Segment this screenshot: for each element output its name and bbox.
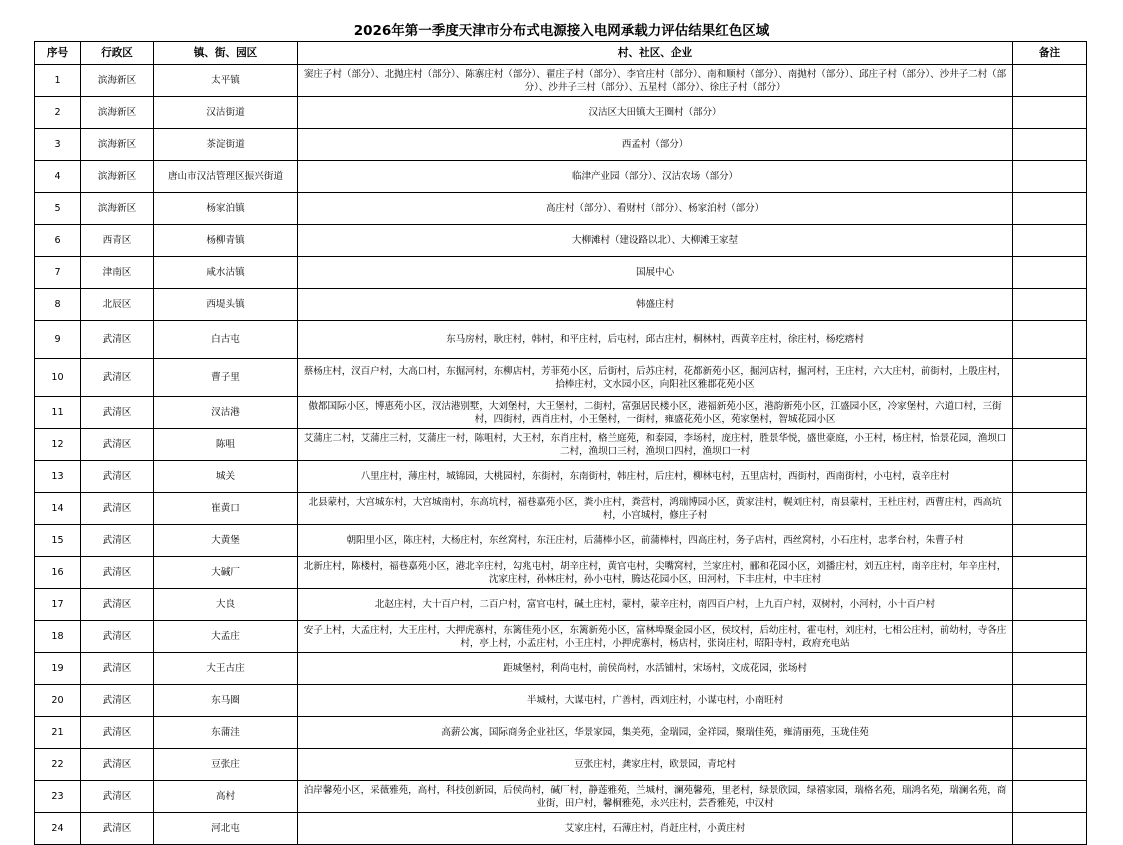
row-villages-cell: 八里庄村，薄庄村，城锦园，大桃园村，东街村，东南街村，韩庄村，后庄村，柳林屯村，五里店村，西街村，西南街村，小屯村，袁辛庄村	[298, 461, 1013, 493]
row-note-cell	[1013, 493, 1087, 525]
row-district-cell: 武清区	[81, 461, 154, 493]
row-district-cell: 武清区	[81, 321, 154, 359]
row-town-cell: 陈咀	[154, 429, 298, 461]
row-district-cell: 武清区	[81, 429, 154, 461]
row-note-cell	[1013, 813, 1087, 845]
header-district: 行政区	[81, 42, 154, 65]
row-villages-cell: 汉沽区大田镇大王圈村（部分）	[298, 97, 1013, 129]
row-villages-cell: 临津产业园（部分）、汉沽农场（部分）	[298, 161, 1013, 193]
row-district-cell: 武清区	[81, 359, 154, 397]
row-index-cell: 14	[35, 493, 81, 525]
row-district-cell: 北辰区	[81, 289, 154, 321]
document-title: 2026年第一季度天津市分布式电源接入电网承载力评估结果红色区域	[353, 23, 770, 39]
table-header-row	[35, 42, 1087, 65]
row-town-cell: 太平镇	[154, 65, 298, 97]
table-row	[35, 717, 1087, 749]
row-district-cell: 津南区	[81, 257, 154, 289]
row-district-cell: 武清区	[81, 749, 154, 781]
row-index-cell: 23	[35, 781, 81, 813]
row-note-cell	[1013, 653, 1087, 685]
row-index-cell: 17	[35, 589, 81, 621]
row-villages-cell: 窦庄子村（部分）、北抛庄村（部分）、陈寨庄村（部分）、翟庄子村（部分）、李官庄村（部分）、南和顺村（部分）、南抛村（部分）、邱庄子村（部分）、沙井子二村（部分）、沙井子三村（部分）、五星村（部分）、徐庄子村（部分）	[298, 65, 1013, 97]
row-note-cell	[1013, 225, 1087, 257]
row-town-cell: 城关	[154, 461, 298, 493]
row-district-cell: 滨海新区	[81, 129, 154, 161]
header-villages: 村、社区、企业	[298, 42, 1013, 65]
row-town-cell: 高村	[154, 781, 298, 813]
row-villages-cell: 北赵庄村，大十百户村，二百户村，富官屯村，碱土庄村，蒙村，蒙辛庄村，南四百户村，上九百户村，双树村，小河村，小十百户村	[298, 589, 1013, 621]
row-index-cell: 10	[35, 359, 81, 397]
row-district-cell: 武清区	[81, 493, 154, 525]
row-index-cell: 3	[35, 129, 81, 161]
table-row	[35, 257, 1087, 289]
row-town-cell: 西堤头镇	[154, 289, 298, 321]
row-index-cell: 6	[35, 225, 81, 257]
row-index-cell: 21	[35, 717, 81, 749]
row-town-cell: 东蒲洼	[154, 717, 298, 749]
row-town-cell: 大碱厂	[154, 557, 298, 589]
row-index-cell: 11	[35, 397, 81, 429]
row-district-cell: 武清区	[81, 557, 154, 589]
row-town-cell: 汊沽港	[154, 397, 298, 429]
row-index-cell: 1	[35, 65, 81, 97]
table-row	[35, 359, 1087, 397]
row-district-cell: 武清区	[81, 653, 154, 685]
table-row	[35, 161, 1087, 193]
row-index-cell: 4	[35, 161, 81, 193]
table-row	[35, 781, 1087, 813]
row-note-cell	[1013, 589, 1087, 621]
row-district-cell: 武清区	[81, 781, 154, 813]
row-town-cell: 河北屯	[154, 813, 298, 845]
row-town-cell: 白古屯	[154, 321, 298, 359]
row-index-cell: 18	[35, 621, 81, 653]
row-index-cell: 22	[35, 749, 81, 781]
row-note-cell	[1013, 193, 1087, 225]
row-note-cell	[1013, 97, 1087, 129]
row-note-cell	[1013, 429, 1087, 461]
row-district-cell: 滨海新区	[81, 65, 154, 97]
table-row	[35, 461, 1087, 493]
row-villages-cell: 艾蒲庄二村，艾蒲庄三村，艾蒲庄一村，陈咀村，大王村，东肖庄村，格兰庭苑，和泰园，李场村，庞庄村，胜景华悦，盛世豪庭，小王村，杨庄村，怡景花园，渔坝口二村，渔坝口三村，渔坝口四村，渔坝口一村	[298, 429, 1013, 461]
table-row	[35, 557, 1087, 589]
table-row	[35, 129, 1087, 161]
row-town-cell: 东马圈	[154, 685, 298, 717]
row-district-cell: 武清区	[81, 589, 154, 621]
row-note-cell	[1013, 129, 1087, 161]
row-town-cell: 杨柳青镇	[154, 225, 298, 257]
table-row	[35, 749, 1087, 781]
row-town-cell: 大王古庄	[154, 653, 298, 685]
row-note-cell	[1013, 289, 1087, 321]
table-row	[35, 653, 1087, 685]
row-note-cell	[1013, 397, 1087, 429]
table-row	[35, 397, 1087, 429]
row-note-cell	[1013, 781, 1087, 813]
row-town-cell: 杨家泊镇	[154, 193, 298, 225]
row-town-cell: 咸水沽镇	[154, 257, 298, 289]
row-villages-cell: 傲都国际小区，博惠苑小区，汊沽港别墅，大刘堡村，大王堡村，二街村，富强居民楼小区，港福新苑小区，港韵新苑小区，江盛园小区，冷家堡村，六道口村，三街村，四街村，西肖庄村，小王堡村，一街村，雍盛花苑小区，苑家堡村，智城花园小区	[298, 397, 1013, 429]
row-villages-cell: 蔡杨庄村，汊百户村，大高口村，东掘河村，东柳店村，芳菲苑小区，后街村，后苏庄村，花都新苑小区，掘河店村，掘河村，王庄村，六大庄村，前街村，上殷庄村，拾棒庄村，文水园小区，向阳社区雅郡花苑小区	[298, 359, 1013, 397]
row-town-cell: 唐山市汉沽管理区振兴街道	[154, 161, 298, 193]
row-index-cell: 16	[35, 557, 81, 589]
table-row	[35, 321, 1087, 359]
row-index-cell: 9	[35, 321, 81, 359]
table-row	[35, 621, 1087, 653]
row-villages-cell: 大柳滩村（建设路以北）、大柳滩王家堼	[298, 225, 1013, 257]
row-index-cell: 15	[35, 525, 81, 557]
table-row	[35, 685, 1087, 717]
row-town-cell: 大黄堡	[154, 525, 298, 557]
header-note: 备注	[1013, 42, 1087, 65]
row-villages-cell: 东马房村，耿庄村，韩村，和平庄村，后屯村，邱古庄村，桐林村，西黄辛庄村，徐庄村，杨疙瘩村	[298, 321, 1013, 359]
row-note-cell	[1013, 461, 1087, 493]
row-town-cell: 大良	[154, 589, 298, 621]
header-index: 序号	[35, 42, 81, 65]
table-row	[35, 65, 1087, 97]
row-villages-cell: 韩盛庄村	[298, 289, 1013, 321]
row-villages-cell: 北县蒙村，大宫城东村，大宫城南村，东高坑村，福巷嘉苑小区，粪小庄村，粪营村，鸿瑞博园小区，黄家洼村，幌刘庄村，南县蒙村，王杜庄村，西曹庄村，西高坑村，小宫城村，修庄子村	[298, 493, 1013, 525]
table-body	[35, 65, 1087, 845]
row-note-cell	[1013, 557, 1087, 589]
row-note-cell	[1013, 717, 1087, 749]
row-note-cell	[1013, 685, 1087, 717]
row-town-cell: 茶淀街道	[154, 129, 298, 161]
region-table	[34, 41, 1087, 845]
row-villages-cell: 豆张庄村，龚家庄村，欧景园，青坨村	[298, 749, 1013, 781]
row-index-cell: 8	[35, 289, 81, 321]
row-town-cell: 豆张庄	[154, 749, 298, 781]
row-district-cell: 滨海新区	[81, 161, 154, 193]
table-row	[35, 225, 1087, 257]
row-district-cell: 武清区	[81, 621, 154, 653]
table-row	[35, 97, 1087, 129]
row-note-cell	[1013, 257, 1087, 289]
row-district-cell: 武清区	[81, 717, 154, 749]
row-villages-cell: 泊岸馨苑小区，采薇雅苑，高村，科技创新园，后侯尚村，碱厂村，静莲雅苑，兰城村，澜苑馨苑，里老村，绿景欣园，绿禧家园，瑞格名苑，瑞鸿名苑，瑞澜名苑，商业街，田户村，馨桐雅苑，永兴庄村，芸香雅苑，中汉村	[298, 781, 1013, 813]
row-district-cell: 滨海新区	[81, 97, 154, 129]
row-town-cell: 曹子里	[154, 359, 298, 397]
row-villages-cell: 国展中心	[298, 257, 1013, 289]
row-villages-cell: 安子上村，大孟庄村，大王庄村，大押虎寨村，东篱佳苑小区，东篱新苑小区，富林埠聚金园小区，侯坟村，后幼庄村，霍屯村，刘庄村，七相公庄村，前幼村，寺各庄村，亭上村，小孟庄村，小王庄村，小押虎寨村，杨店村，张岗庄村，昭阳寺村，政府充电站	[298, 621, 1013, 653]
row-note-cell	[1013, 621, 1087, 653]
row-district-cell: 武清区	[81, 813, 154, 845]
row-note-cell	[1013, 749, 1087, 781]
row-note-cell	[1013, 525, 1087, 557]
row-index-cell: 24	[35, 813, 81, 845]
row-villages-cell: 高庄村（部分）、看财村（部分）、杨家泊村（部分）	[298, 193, 1013, 225]
row-villages-cell: 北新庄村，陈楼村，福巷嘉苑小区，港北辛庄村，勾兆屯村，胡辛庄村，黄官屯村，尖嘴窝村，兰家庄村，郦和花园小区，刘播庄村，刘五庄村，南辛庄村，年辛庄村，沈家庄村，孙林庄村，孙小屯村，腾达花园小区，田河村，下丰庄村，中丰庄村	[298, 557, 1013, 589]
row-villages-cell: 西孟村（部分）	[298, 129, 1013, 161]
row-index-cell: 20	[35, 685, 81, 717]
table-row	[35, 429, 1087, 461]
row-villages-cell: 艾家庄村，石薄庄村，肖赶庄村，小黄庄村	[298, 813, 1013, 845]
row-note-cell	[1013, 65, 1087, 97]
table-row	[35, 493, 1087, 525]
table-row	[35, 525, 1087, 557]
row-villages-cell: 半城村，大谋屯村，广善村，西刘庄村，小谋屯村，小南旺村	[298, 685, 1013, 717]
row-index-cell: 2	[35, 97, 81, 129]
row-index-cell: 5	[35, 193, 81, 225]
row-villages-cell: 距城堡村，利尚屯村，前侯尚村，水活铺村，宋场村，文成花园，张场村	[298, 653, 1013, 685]
row-index-cell: 7	[35, 257, 81, 289]
row-villages-cell: 高薪公寓，国际商务企业社区，华景家园，集美苑，金瑞园，金祥园，聚瑞佳苑，雍清丽苑，玉珑佳苑	[298, 717, 1013, 749]
row-district-cell: 武清区	[81, 525, 154, 557]
row-note-cell	[1013, 359, 1087, 397]
row-town-cell: 汉沽街道	[154, 97, 298, 129]
row-district-cell: 西青区	[81, 225, 154, 257]
row-district-cell: 滨海新区	[81, 193, 154, 225]
row-index-cell: 19	[35, 653, 81, 685]
row-index-cell: 12	[35, 429, 81, 461]
row-index-cell: 13	[35, 461, 81, 493]
table-row	[35, 813, 1087, 845]
table-row	[35, 193, 1087, 225]
row-note-cell	[1013, 321, 1087, 359]
row-town-cell: 崔黄口	[154, 493, 298, 525]
table-row	[35, 589, 1087, 621]
row-district-cell: 武清区	[81, 397, 154, 429]
table-row	[35, 289, 1087, 321]
row-town-cell: 大孟庄	[154, 621, 298, 653]
row-villages-cell: 朝阳里小区，陈庄村，大杨庄村，东丝窝村，东汪庄村，后蒲棒小区，前蒲棒村，四高庄村，务子店村，西丝窝村，小石庄村，忠孝台村，朱曹子村	[298, 525, 1013, 557]
row-note-cell	[1013, 161, 1087, 193]
row-district-cell: 武清区	[81, 685, 154, 717]
header-town: 镇、街、园区	[154, 42, 298, 65]
